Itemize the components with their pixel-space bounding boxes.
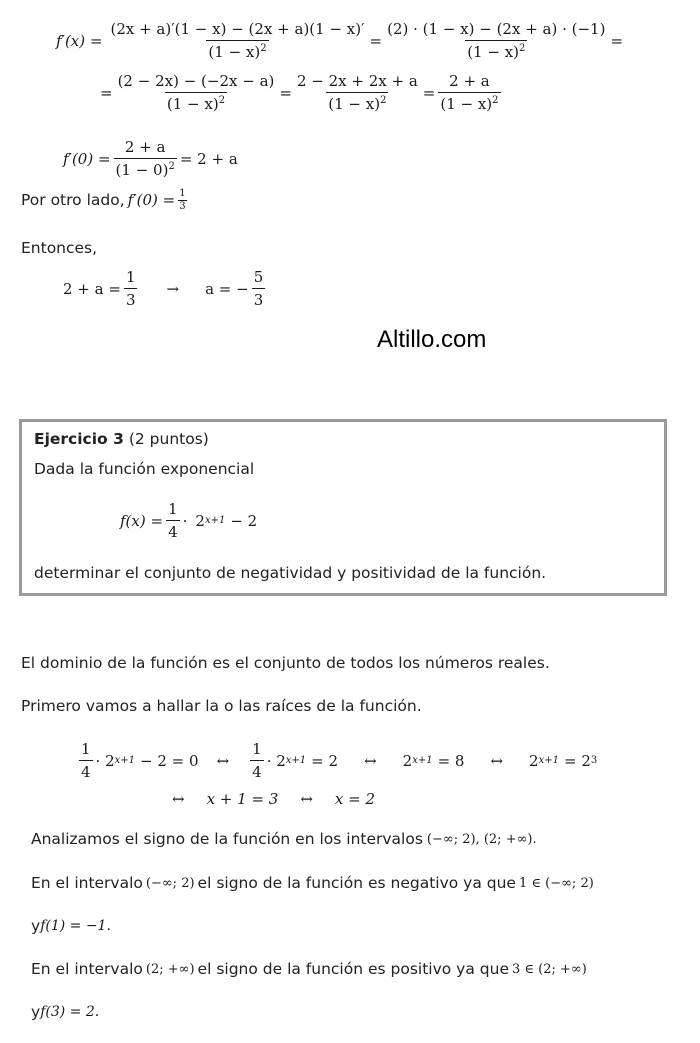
fraction-numerator: 2 + a (124, 138, 166, 156)
paragraph-text: y (31, 917, 41, 935)
fraction-denominator: 4 (250, 760, 264, 781)
exercise-task: determinar el conjunto de negatividad y positividad de la función. (34, 564, 547, 582)
evaluation-math: f(1) = −1. (40, 918, 111, 934)
equals-sign: = (610, 31, 624, 50)
evaluation-math: f(3) = 2. (40, 1004, 100, 1020)
iff-arrow: ↔ (364, 751, 377, 770)
membership-math: 1 ∈ (−∞; 2) (518, 875, 594, 891)
derivative-at-zero (63, 138, 238, 179)
power-base: 2 (529, 751, 539, 770)
power-exponent: x+1 (538, 755, 559, 766)
simplify-fraction-1 (116, 72, 277, 113)
power-base: 2 (402, 751, 413, 770)
solve-result: a = − (205, 279, 249, 298)
exercise-title: Ejercicio 3 (34, 430, 124, 448)
paragraph-text: y (31, 1003, 41, 1021)
paragraph-text: En el intervalo (31, 960, 143, 978)
power-exponent: x+1 (114, 755, 136, 766)
fraction-denominator: $(1 - x)^2$ (206, 40, 268, 61)
equals-sign: = (100, 83, 113, 102)
fraction-numerator: 1 (81, 740, 91, 758)
fraction-denominator: 4 (166, 520, 180, 541)
equals-sign: = (422, 83, 436, 102)
function-lhs: f(x) = (120, 511, 164, 530)
fraction-denominator: $(1 - 0)^2$ (114, 158, 177, 179)
paragraph-text: Analizamos el signo de la función en los intervalos (31, 830, 423, 848)
solution-domain: El dominio de la función es el conjunto de todos los números reales. (21, 654, 550, 672)
simplify-fraction-2 (295, 72, 420, 113)
derivative-lhs: f′(x) = (56, 31, 103, 50)
iff-arrow: ↔ (300, 790, 313, 808)
one-quarter-fraction (166, 500, 180, 541)
fraction-denominator: 4 (79, 760, 93, 781)
fraction-numerator: (2) · (1 − x) − (2x + a) · (−1) (387, 20, 606, 38)
membership-math: 3 ∈ (2; +∞) (511, 961, 587, 977)
fraction-denominator: $(1 - x)^2$ (326, 92, 388, 113)
positive-evaluation-line (31, 1003, 99, 1021)
power-base: 2 (195, 511, 205, 530)
implies-arrow: → (166, 279, 180, 298)
paragraph-text: el signo de la función es positivo ya que (197, 960, 509, 978)
fraction-numerator: 1 (252, 740, 262, 758)
solve-for-a-line (63, 268, 268, 309)
power-exponent: x+1 (285, 755, 307, 766)
derivative-line-2 (100, 72, 504, 113)
fraction-denominator: $(1 - x)^2$ (438, 92, 500, 113)
one-quarter-fraction (79, 740, 93, 781)
paragraph-entonces: Entonces, (21, 239, 98, 257)
fraction-denominator: 3 (124, 288, 138, 309)
fraction-numerator: 1 (179, 188, 186, 199)
expanded-fraction (385, 20, 607, 61)
simplify-fraction-3 (438, 72, 500, 113)
power-term: · 2 (95, 751, 115, 770)
inline-math: f′(0) = (127, 191, 176, 209)
iff-arrow: ↔ (490, 751, 504, 770)
fraction-numerator: 2 + a (449, 72, 490, 90)
roots-line-2 (172, 790, 375, 808)
fraction-numerator: 1 (168, 500, 178, 518)
equation-part: = 2 (311, 751, 339, 770)
one-third-fraction (178, 188, 186, 212)
fraction-numerator: 5 (253, 268, 264, 286)
power-exponent: 3 (590, 755, 598, 766)
equation-part: x + 1 = 3 (206, 790, 279, 808)
intervals-math: (−∞; 2), (2; +∞). (426, 831, 537, 847)
multiply-dot: · (182, 511, 188, 530)
paragraph-text: Por otro lado, (21, 191, 125, 209)
fraction-denominator: $(1 - x)^2$ (165, 92, 227, 113)
one-quarter-fraction (250, 740, 264, 781)
power-exponent: x+1 (204, 515, 226, 526)
fraction-denominator: 3 (252, 288, 266, 309)
function-tail: − 2 (230, 511, 258, 530)
derivative-at-zero-lhs: f′(0) = (63, 149, 111, 168)
derivative-at-zero-rhs: = 2 + a (179, 149, 238, 168)
fraction-denominator: $(1 - x)^2$ (465, 40, 527, 61)
equation-part: = 8 (437, 751, 465, 770)
iff-arrow: ↔ (172, 790, 185, 808)
one-third-fraction (124, 268, 138, 309)
altillo-watermark: Altillo.com (377, 326, 487, 353)
exercise-box (19, 419, 667, 596)
exercise-function (120, 500, 257, 541)
iff-arrow: ↔ (216, 751, 230, 770)
interval-math: (2; +∞) (145, 961, 195, 977)
negative-evaluation-line (31, 917, 111, 935)
fraction-numerator: (2 − 2x) − (−2x − a) (117, 72, 275, 90)
interval-math: (−∞; 2) (145, 875, 195, 891)
equals-sign: = (279, 83, 292, 102)
negative-interval-line (31, 874, 594, 892)
equation-part: − 2 = 0 (140, 751, 199, 770)
root-result: x = 2 (334, 790, 376, 808)
sign-analysis-intro (31, 830, 537, 848)
solve-lhs: 2 + a = (63, 279, 121, 298)
paragraph-text: En el intervalo (31, 874, 143, 892)
fraction-numerator: 2 − 2x + 2x + a (296, 72, 418, 90)
paragraph-otro-lado (21, 188, 187, 212)
derivative-at-zero-fraction (114, 138, 177, 179)
power-term: · 2 (266, 751, 286, 770)
derivative-line-1 (56, 20, 623, 61)
paragraph-text: el signo de la función es negativo ya que (197, 874, 516, 892)
five-thirds-fraction (252, 268, 266, 309)
exercise-intro: Dada la función exponencial (34, 460, 255, 478)
quotient-rule-fraction (108, 20, 366, 61)
power-exponent: x+1 (412, 755, 433, 766)
fraction-numerator: 1 (125, 268, 136, 286)
equation-part: = 2 (563, 751, 591, 770)
equals-sign: = (369, 31, 383, 50)
exercise-points: (2 puntos) (128, 430, 209, 448)
exercise-heading (34, 430, 209, 448)
roots-line-1 (76, 740, 597, 781)
fraction-denominator: 3 (179, 201, 186, 212)
positive-interval-line (31, 960, 587, 978)
solution-roots-intro: Primero vamos a hallar la o las raíces de la función. (21, 697, 422, 715)
fraction-numerator: (2x + a)′(1 − x) − (2x + a)(1 − x)′ (110, 20, 365, 38)
